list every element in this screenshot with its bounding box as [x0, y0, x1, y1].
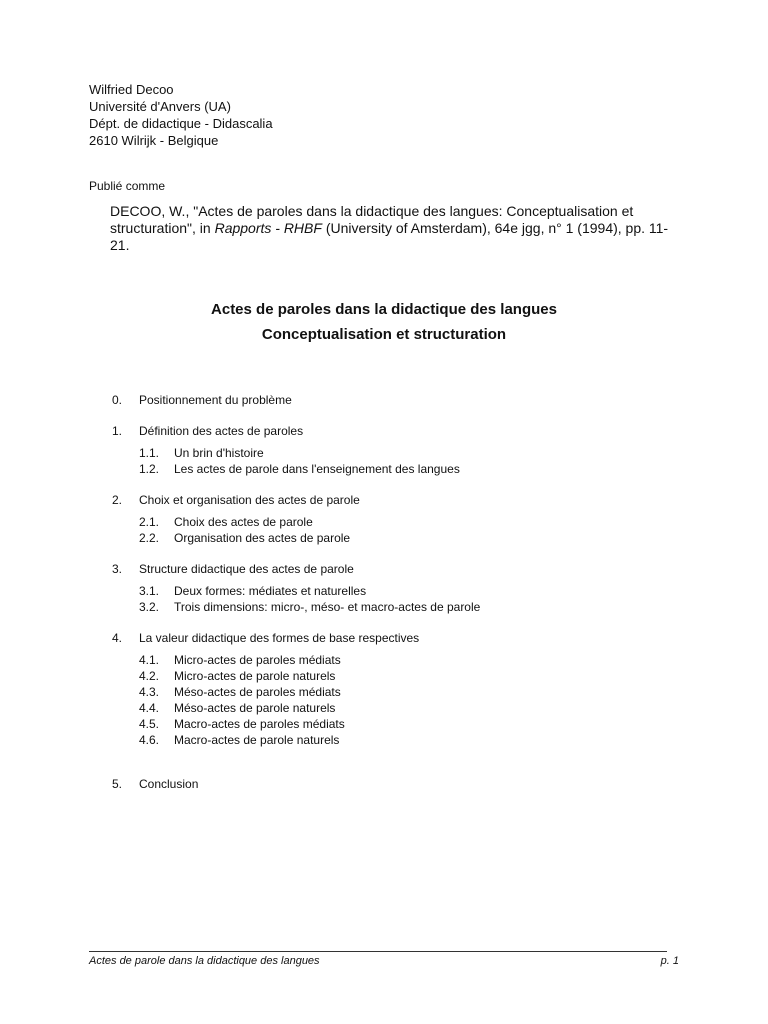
toc-entry-label: La valeur didactique des formes de base respectives [139, 631, 420, 645]
toc-entry-label: Structure didactique des actes de parole [139, 562, 354, 576]
document-title: Actes de paroles dans la didactique des langues [211, 301, 557, 318]
toc-entry-number: 3. [112, 562, 123, 576]
toc-subentry-number: 4.5. [139, 717, 160, 731]
toc-entry-number: 2. [112, 493, 123, 507]
toc-entry [112, 630, 712, 646]
author-university: Université d'Anvers (UA) [89, 99, 231, 114]
toc-subentry-number: 4.4. [139, 701, 160, 715]
toc-subentry-label: Méso-actes de paroles médiats [174, 685, 341, 699]
citation-text-1: DECOO, W., "Actes de paroles dans la didactique des langues: Conceptualisation et structuration", in [110, 203, 634, 236]
footer-divider [89, 951, 667, 952]
toc-subentry [112, 461, 712, 477]
toc-subentry-label: Micro-actes de parole naturels [174, 669, 336, 683]
toc-entry-label: Définition des actes de paroles [139, 424, 304, 438]
toc-entry [112, 423, 712, 439]
toc-subentry-label: Deux formes: médiates et naturelles [174, 584, 367, 598]
toc-section [112, 392, 712, 408]
toc-subentry-number: 1.2. [139, 462, 160, 476]
author-department: Dépt. de didactique - Didascalia [89, 116, 273, 131]
toc-subentry-label: Trois dimensions: micro-, méso- et macro-actes de parole [174, 600, 481, 614]
toc-entry-number: 1. [112, 424, 123, 438]
toc-subentry-number: 3.2. [139, 600, 160, 614]
toc-subentry [112, 445, 712, 461]
citation-journal: Rapports - RHBF [214, 220, 322, 236]
toc-subentry [112, 652, 712, 668]
toc-entry-label: Positionnement du problème [139, 393, 292, 407]
toc-subentry-label: Choix des actes de parole [174, 515, 313, 529]
toc-subentry [112, 583, 712, 599]
toc-subentry-number: 4.6. [139, 733, 160, 747]
toc-subentry [112, 684, 712, 700]
toc-section [112, 776, 712, 792]
table-of-contents [112, 392, 712, 807]
toc-subentry-number: 4.3. [139, 685, 160, 699]
toc-subentry [112, 599, 712, 615]
toc-subentry [112, 668, 712, 684]
toc-entry-label: Conclusion [139, 777, 199, 791]
toc-entry-number: 4. [112, 631, 123, 645]
author-block [89, 81, 273, 149]
footer-title: Actes de parole dans la didactique des langues [89, 955, 320, 967]
toc-subentry-number: 4.2. [139, 669, 160, 683]
toc-entry [112, 776, 712, 792]
toc-subentry [112, 732, 712, 748]
citation [110, 203, 670, 254]
toc-section [112, 492, 712, 546]
toc-subentry [112, 716, 712, 732]
toc-subentry-number: 2.2. [139, 531, 160, 545]
toc-subentry-label: Méso-actes de parole naturels [174, 701, 336, 715]
toc-subentry [112, 530, 712, 546]
toc-entry [112, 492, 712, 508]
page-number: p. 1 [660, 955, 679, 967]
toc-section [112, 423, 712, 477]
toc-subentry-number: 2.1. [139, 515, 160, 529]
toc-subentry-label: Macro-actes de parole naturels [174, 733, 340, 747]
toc-entry-number: 5. [112, 777, 123, 791]
published-label: Publié comme [89, 179, 166, 193]
toc-subentry-label: Macro-actes de paroles médiats [174, 717, 345, 731]
citation-text-2: (University of Amsterdam), 64e jgg, n° 1 (1994), pp. 11-21. [110, 220, 669, 253]
toc-subentry [112, 700, 712, 716]
author-name: Wilfried Decoo [89, 82, 174, 97]
toc-subentry-number: 3.1. [139, 584, 160, 598]
toc-subentry-number: 4.1. [139, 653, 160, 667]
toc-subentry-label: Organisation des actes de parole [174, 531, 351, 545]
toc-entry-number: 0. [112, 393, 123, 407]
toc-entry-label: Choix et organisation des actes de parole [139, 493, 360, 507]
toc-subentry-label: Un brin d'histoire [174, 446, 264, 460]
toc-section [112, 630, 712, 748]
toc-entry [112, 561, 712, 577]
toc-section [112, 561, 712, 615]
document-subtitle: Conceptualisation et structuration [261, 326, 507, 343]
author-address: 2610 Wilrijk - Belgique [89, 133, 219, 148]
toc-subentry [112, 514, 712, 530]
toc-subentry-number: 1.1. [139, 446, 160, 460]
toc-entry [112, 392, 712, 408]
page-footer [89, 955, 679, 967]
toc-subentry-label: Les actes de parole dans l'enseignement des langues [174, 462, 460, 476]
toc-subentry-label: Micro-actes de paroles médiats [174, 653, 341, 667]
